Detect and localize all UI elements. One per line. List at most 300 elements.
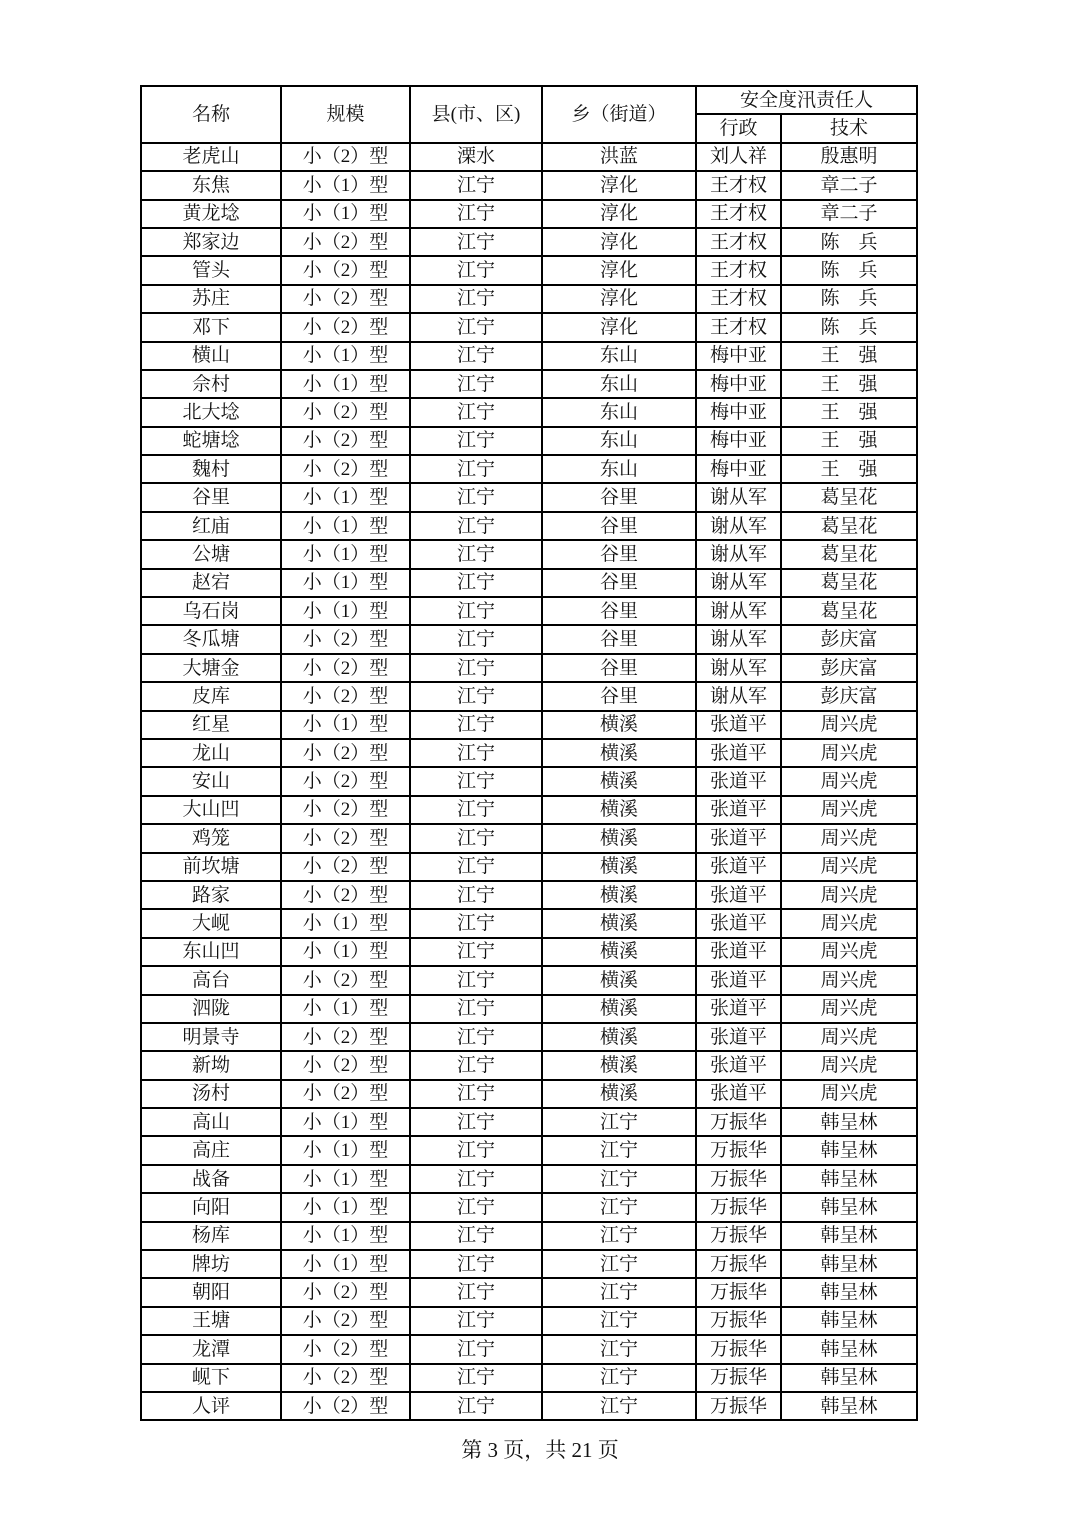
header-tech: 技术: [781, 114, 917, 142]
cell-county: 江宁: [410, 767, 542, 795]
cell-scale: 小（1）型: [281, 938, 410, 966]
cell-name: 鸡笼: [141, 824, 281, 852]
cell-name: 东焦: [141, 171, 281, 199]
cell-tech: 殷惠明: [781, 143, 917, 171]
cell-scale: 小（1）型: [281, 1193, 410, 1221]
cell-tech: 章二子: [781, 200, 917, 228]
cell-admin: 万振华: [696, 1222, 781, 1250]
cell-county: 江宁: [410, 342, 542, 370]
table-row: [141, 966, 917, 994]
cell-admin: 谢从军: [696, 540, 781, 568]
table-row: [141, 995, 917, 1023]
cell-admin: 谢从军: [696, 654, 781, 682]
cell-name: 新坳: [141, 1051, 281, 1079]
cell-scale: 小（2）型: [281, 682, 410, 710]
table-row: [141, 1364, 917, 1392]
cell-township: 江宁: [542, 1222, 696, 1250]
cell-tech: 韩呈林: [781, 1136, 917, 1164]
table-row: [141, 597, 917, 625]
cell-name: 魏村: [141, 455, 281, 483]
cell-admin: 王才权: [696, 256, 781, 284]
table-row: [141, 228, 917, 256]
cell-scale: 小（2）型: [281, 1364, 410, 1392]
header-scale: 规模: [281, 86, 410, 143]
cell-township: 横溪: [542, 909, 696, 937]
cell-county: 江宁: [410, 853, 542, 881]
cell-township: 江宁: [542, 1165, 696, 1193]
cell-township: 江宁: [542, 1136, 696, 1164]
cell-scale: 小（2）型: [281, 625, 410, 653]
cell-tech: 陈 兵: [781, 228, 917, 256]
cell-admin: 万振华: [696, 1364, 781, 1392]
cell-scale: 小（2）型: [281, 1307, 410, 1335]
cell-admin: 万振华: [696, 1165, 781, 1193]
cell-tech: 周兴虎: [781, 938, 917, 966]
cell-tech: 周兴虎: [781, 881, 917, 909]
cell-admin: 万振华: [696, 1278, 781, 1306]
cell-county: 江宁: [410, 483, 542, 511]
cell-tech: 葛呈花: [781, 512, 917, 540]
cell-admin: 张道平: [696, 881, 781, 909]
cell-scale: 小（2）型: [281, 143, 410, 171]
table-row: [141, 711, 917, 739]
cell-admin: 张道平: [696, 824, 781, 852]
cell-admin: 张道平: [696, 739, 781, 767]
cell-name: 乌石岗: [141, 597, 281, 625]
cell-admin: 王才权: [696, 171, 781, 199]
cell-name: 蛇塘埝: [141, 427, 281, 455]
cell-county: 江宁: [410, 938, 542, 966]
cell-scale: 小（2）型: [281, 966, 410, 994]
cell-township: 谷里: [542, 682, 696, 710]
cell-township: 横溪: [542, 966, 696, 994]
cell-name: 红星: [141, 711, 281, 739]
cell-name: 路家: [141, 881, 281, 909]
cell-township: 东山: [542, 427, 696, 455]
cell-county: 江宁: [410, 824, 542, 852]
cell-scale: 小（2）型: [281, 654, 410, 682]
cell-tech: 彭庆富: [781, 682, 917, 710]
cell-county: 江宁: [410, 597, 542, 625]
cell-township: 谷里: [542, 569, 696, 597]
table-row: [141, 483, 917, 511]
cell-township: 横溪: [542, 767, 696, 795]
cell-name: 王塘: [141, 1307, 281, 1335]
cell-county: 江宁: [410, 796, 542, 824]
cell-tech: 周兴虎: [781, 853, 917, 881]
cell-county: 溧水: [410, 143, 542, 171]
table-row: [141, 1307, 917, 1335]
cell-township: 横溪: [542, 995, 696, 1023]
cell-township: 横溪: [542, 1051, 696, 1079]
cell-tech: 韩呈林: [781, 1392, 917, 1420]
cell-admin: 张道平: [696, 853, 781, 881]
cell-county: 江宁: [410, 1136, 542, 1164]
table-row: [141, 881, 917, 909]
cell-scale: 小（1）型: [281, 540, 410, 568]
cell-name: 横山: [141, 342, 281, 370]
cell-scale: 小（1）型: [281, 1165, 410, 1193]
cell-county: 江宁: [410, 1392, 542, 1420]
cell-county: 江宁: [410, 427, 542, 455]
cell-county: 江宁: [410, 171, 542, 199]
cell-township: 淳化: [542, 313, 696, 341]
cell-name: 东山凹: [141, 938, 281, 966]
table-row: [141, 1023, 917, 1051]
cell-admin: 梅中亚: [696, 370, 781, 398]
table-row: [141, 767, 917, 795]
cell-scale: 小（1）型: [281, 995, 410, 1023]
cell-name: 红庙: [141, 512, 281, 540]
cell-tech: 韩呈林: [781, 1222, 917, 1250]
cell-name: 黄龙埝: [141, 200, 281, 228]
cell-tech: 周兴虎: [781, 1080, 917, 1108]
cell-scale: 小（2）型: [281, 767, 410, 795]
cell-county: 江宁: [410, 711, 542, 739]
cell-county: 江宁: [410, 200, 542, 228]
cell-county: 江宁: [410, 1108, 542, 1136]
cell-township: 横溪: [542, 796, 696, 824]
cell-admin: 万振华: [696, 1136, 781, 1164]
cell-county: 江宁: [410, 540, 542, 568]
table-row: [141, 739, 917, 767]
cell-name: 苏庄: [141, 285, 281, 313]
table-row: [141, 824, 917, 852]
cell-tech: 王 强: [781, 370, 917, 398]
cell-county: 江宁: [410, 966, 542, 994]
cell-tech: 周兴虎: [781, 1051, 917, 1079]
cell-tech: 王 强: [781, 342, 917, 370]
cell-county: 江宁: [410, 1023, 542, 1051]
cell-scale: 小（2）型: [281, 881, 410, 909]
cell-tech: 韩呈林: [781, 1364, 917, 1392]
cell-tech: 王 强: [781, 427, 917, 455]
cell-scale: 小（1）型: [281, 1108, 410, 1136]
cell-admin: 王才权: [696, 313, 781, 341]
cell-county: 江宁: [410, 909, 542, 937]
cell-scale: 小（1）型: [281, 1136, 410, 1164]
cell-township: 洪蓝: [542, 143, 696, 171]
cell-scale: 小（2）型: [281, 313, 410, 341]
cell-name: 大塘金: [141, 654, 281, 682]
cell-admin: 张道平: [696, 711, 781, 739]
cell-scale: 小（2）型: [281, 228, 410, 256]
cell-county: 江宁: [410, 228, 542, 256]
table-row: [141, 171, 917, 199]
table-row: [141, 796, 917, 824]
cell-admin: 张道平: [696, 1051, 781, 1079]
cell-township: 江宁: [542, 1108, 696, 1136]
cell-tech: 韩呈林: [781, 1165, 917, 1193]
cell-name: 管头: [141, 256, 281, 284]
cell-name: 大山凹: [141, 796, 281, 824]
cell-county: 江宁: [410, 1364, 542, 1392]
cell-scale: 小（1）型: [281, 171, 410, 199]
header-admin: 行政: [696, 114, 781, 142]
cell-scale: 小（1）型: [281, 909, 410, 937]
cell-admin: 张道平: [696, 1023, 781, 1051]
cell-admin: 万振华: [696, 1392, 781, 1420]
cell-admin: 谢从军: [696, 625, 781, 653]
cell-township: 谷里: [542, 597, 696, 625]
cell-name: 泗陇: [141, 995, 281, 1023]
cell-name: 大岘: [141, 909, 281, 937]
cell-name: 公塘: [141, 540, 281, 568]
table-row: [141, 1392, 917, 1420]
page-footer: 第 3 页，共 21 页: [461, 1438, 619, 1462]
cell-name: 岘下: [141, 1364, 281, 1392]
cell-county: 江宁: [410, 285, 542, 313]
cell-tech: 王 强: [781, 398, 917, 426]
cell-scale: 小（2）型: [281, 1278, 410, 1306]
cell-admin: 万振华: [696, 1335, 781, 1363]
cell-admin: 梅中亚: [696, 398, 781, 426]
cell-admin: 王才权: [696, 200, 781, 228]
table-row: [141, 256, 917, 284]
cell-tech: 韩呈林: [781, 1307, 917, 1335]
cell-admin: 梅中亚: [696, 427, 781, 455]
cell-county: 江宁: [410, 1250, 542, 1278]
cell-county: 江宁: [410, 313, 542, 341]
cell-name: 郑家边: [141, 228, 281, 256]
cell-admin: 谢从军: [696, 682, 781, 710]
cell-township: 横溪: [542, 1023, 696, 1051]
cell-name: 谷里: [141, 483, 281, 511]
cell-county: 江宁: [410, 1051, 542, 1079]
cell-tech: 韩呈林: [781, 1335, 917, 1363]
cell-tech: 陈 兵: [781, 285, 917, 313]
cell-township: 东山: [542, 398, 696, 426]
cell-tech: 葛呈花: [781, 569, 917, 597]
cell-scale: 小（1）型: [281, 370, 410, 398]
cell-tech: 周兴虎: [781, 909, 917, 937]
cell-admin: 万振华: [696, 1108, 781, 1136]
cell-township: 横溪: [542, 824, 696, 852]
cell-admin: 王才权: [696, 228, 781, 256]
cell-county: 江宁: [410, 512, 542, 540]
cell-tech: 章二子: [781, 171, 917, 199]
cell-admin: 万振华: [696, 1250, 781, 1278]
cell-scale: 小（1）型: [281, 597, 410, 625]
cell-township: 横溪: [542, 739, 696, 767]
cell-county: 江宁: [410, 569, 542, 597]
cell-township: 东山: [542, 455, 696, 483]
cell-scale: 小（2）型: [281, 796, 410, 824]
table-row: [141, 1250, 917, 1278]
table-row: [141, 1165, 917, 1193]
cell-township: 江宁: [542, 1278, 696, 1306]
cell-name: 朝阳: [141, 1278, 281, 1306]
cell-scale: 小（1）型: [281, 483, 410, 511]
table-row: [141, 1193, 917, 1221]
table-row: [141, 1136, 917, 1164]
cell-tech: 葛呈花: [781, 483, 917, 511]
cell-township: 东山: [542, 370, 696, 398]
header-name: 名称: [141, 86, 281, 143]
cell-township: 江宁: [542, 1307, 696, 1335]
table-row: [141, 682, 917, 710]
cell-county: 江宁: [410, 398, 542, 426]
cell-tech: 周兴虎: [781, 739, 917, 767]
cell-township: 谷里: [542, 483, 696, 511]
table-row: [141, 455, 917, 483]
cell-name: 明景寺: [141, 1023, 281, 1051]
cell-county: 江宁: [410, 995, 542, 1023]
cell-tech: 周兴虎: [781, 767, 917, 795]
cell-name: 杨库: [141, 1222, 281, 1250]
table-row: [141, 540, 917, 568]
cell-scale: 小（2）型: [281, 1335, 410, 1363]
cell-admin: 谢从军: [696, 569, 781, 597]
cell-county: 江宁: [410, 654, 542, 682]
cell-county: 江宁: [410, 1080, 542, 1108]
table-row: [141, 569, 917, 597]
table-header: [141, 86, 917, 143]
table-row: [141, 625, 917, 653]
cell-tech: 周兴虎: [781, 796, 917, 824]
cell-name: 赵宕: [141, 569, 281, 597]
table-row: [141, 654, 917, 682]
cell-scale: 小（1）型: [281, 1250, 410, 1278]
cell-name: 安山: [141, 767, 281, 795]
cell-scale: 小（2）型: [281, 824, 410, 852]
cell-name: 战备: [141, 1165, 281, 1193]
table-row: [141, 143, 917, 171]
table-row: [141, 909, 917, 937]
cell-name: 佘村: [141, 370, 281, 398]
cell-tech: 周兴虎: [781, 711, 917, 739]
cell-scale: 小（2）型: [281, 256, 410, 284]
cell-township: 横溪: [542, 1080, 696, 1108]
table-body: [141, 143, 917, 1421]
cell-name: 向阳: [141, 1193, 281, 1221]
cell-name: 前坎塘: [141, 853, 281, 881]
table-row: [141, 370, 917, 398]
table-row: [141, 938, 917, 966]
cell-admin: 张道平: [696, 966, 781, 994]
table-row: [141, 342, 917, 370]
cell-county: 江宁: [410, 370, 542, 398]
cell-admin: 王才权: [696, 285, 781, 313]
header-responsible-group: 安全度汛责任人: [696, 86, 917, 114]
cell-tech: 彭庆富: [781, 625, 917, 653]
header-township: 乡（街道）: [542, 86, 696, 143]
table-row: [141, 512, 917, 540]
cell-scale: 小（2）型: [281, 1023, 410, 1051]
cell-admin: 张道平: [696, 995, 781, 1023]
cell-tech: 陈 兵: [781, 313, 917, 341]
cell-county: 江宁: [410, 1335, 542, 1363]
cell-admin: 谢从军: [696, 483, 781, 511]
cell-township: 淳化: [542, 285, 696, 313]
cell-name: 龙潭: [141, 1335, 281, 1363]
table-row: [141, 285, 917, 313]
cell-county: 江宁: [410, 739, 542, 767]
cell-township: 谷里: [542, 654, 696, 682]
cell-tech: 韩呈林: [781, 1193, 917, 1221]
cell-tech: 周兴虎: [781, 966, 917, 994]
header-row-1: [141, 86, 917, 114]
cell-admin: 刘人祥: [696, 143, 781, 171]
table-row: [141, 398, 917, 426]
cell-admin: 梅中亚: [696, 342, 781, 370]
cell-county: 江宁: [410, 682, 542, 710]
cell-name: 高台: [141, 966, 281, 994]
cell-county: 江宁: [410, 1307, 542, 1335]
cell-tech: 彭庆富: [781, 654, 917, 682]
cell-scale: 小（1）型: [281, 512, 410, 540]
cell-scale: 小（2）型: [281, 739, 410, 767]
cell-scale: 小（1）型: [281, 342, 410, 370]
cell-name: 龙山: [141, 739, 281, 767]
table-row: [141, 853, 917, 881]
cell-township: 横溪: [542, 853, 696, 881]
cell-township: 横溪: [542, 938, 696, 966]
cell-scale: 小（1）型: [281, 200, 410, 228]
cell-tech: 韩呈林: [781, 1108, 917, 1136]
cell-county: 江宁: [410, 881, 542, 909]
table-row: [141, 427, 917, 455]
table-row: [141, 1051, 917, 1079]
cell-county: 江宁: [410, 1278, 542, 1306]
cell-township: 江宁: [542, 1250, 696, 1278]
cell-name: 老虎山: [141, 143, 281, 171]
cell-tech: 周兴虎: [781, 995, 917, 1023]
cell-name: 汤村: [141, 1080, 281, 1108]
cell-county: 江宁: [410, 256, 542, 284]
cell-tech: 周兴虎: [781, 824, 917, 852]
cell-township: 江宁: [542, 1364, 696, 1392]
cell-tech: 周兴虎: [781, 1023, 917, 1051]
cell-admin: 张道平: [696, 767, 781, 795]
cell-name: 牌坊: [141, 1250, 281, 1278]
cell-township: 谷里: [542, 540, 696, 568]
cell-admin: 梅中亚: [696, 455, 781, 483]
cell-township: 东山: [542, 342, 696, 370]
cell-name: 皮库: [141, 682, 281, 710]
cell-township: 江宁: [542, 1193, 696, 1221]
cell-admin: 张道平: [696, 796, 781, 824]
cell-township: 横溪: [542, 711, 696, 739]
cell-scale: 小（1）型: [281, 569, 410, 597]
cell-admin: 张道平: [696, 1080, 781, 1108]
cell-tech: 韩呈林: [781, 1278, 917, 1306]
cell-admin: 张道平: [696, 938, 781, 966]
cell-tech: 葛呈花: [781, 597, 917, 625]
cell-township: 横溪: [542, 881, 696, 909]
cell-name: 人评: [141, 1392, 281, 1420]
cell-county: 江宁: [410, 1193, 542, 1221]
cell-township: 江宁: [542, 1392, 696, 1420]
cell-scale: 小（2）型: [281, 1080, 410, 1108]
cell-admin: 谢从军: [696, 512, 781, 540]
cell-scale: 小（2）型: [281, 285, 410, 313]
cell-county: 江宁: [410, 1165, 542, 1193]
cell-tech: 陈 兵: [781, 256, 917, 284]
cell-name: 北大埝: [141, 398, 281, 426]
cell-county: 江宁: [410, 1222, 542, 1250]
cell-township: 谷里: [542, 512, 696, 540]
cell-name: 邓下: [141, 313, 281, 341]
table-row: [141, 1278, 917, 1306]
cell-township: 淳化: [542, 228, 696, 256]
cell-county: 江宁: [410, 455, 542, 483]
table-row: [141, 1222, 917, 1250]
table-row: [141, 1108, 917, 1136]
cell-township: 淳化: [542, 256, 696, 284]
cell-admin: 万振华: [696, 1307, 781, 1335]
cell-tech: 葛呈花: [781, 540, 917, 568]
